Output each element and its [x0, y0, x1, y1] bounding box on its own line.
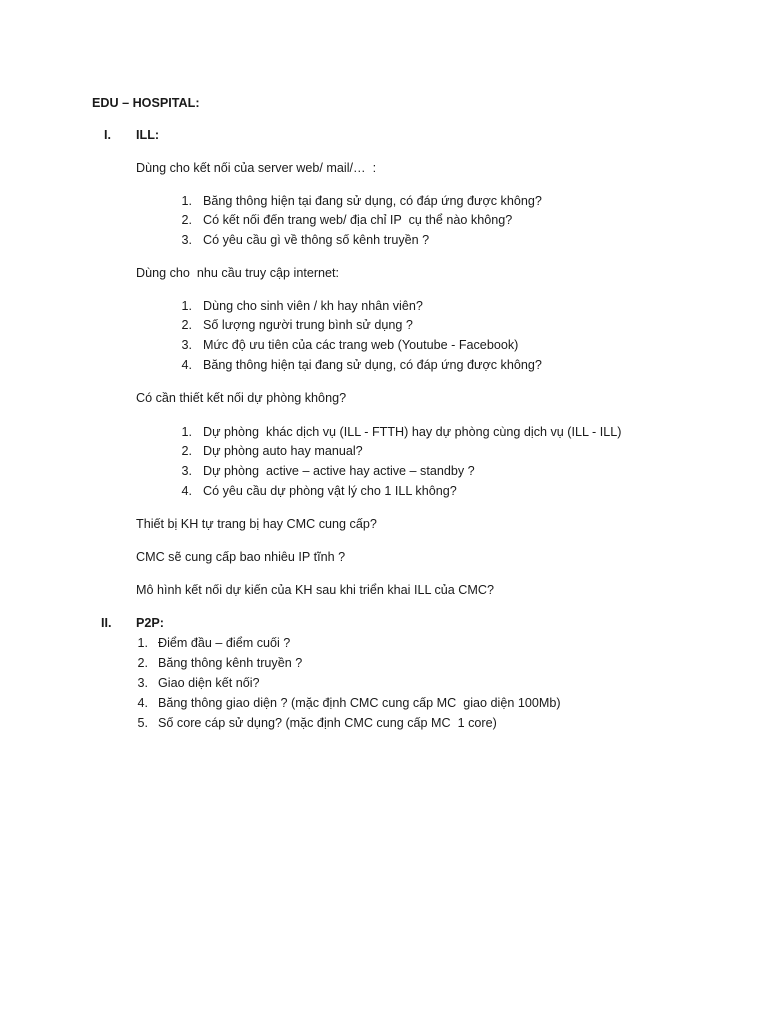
question-device: Thiết bị KH tự trang bị hay CMC cung cấp? — [136, 517, 377, 531]
list-number: 4. — [137, 696, 148, 710]
list-number: 2. — [181, 213, 192, 227]
list-item: Số core cáp sử dụng? (mặc định CMC cung cấp MC 1 core) — [158, 716, 497, 730]
document-title: EDU – HOSPITAL: — [92, 96, 200, 110]
list-item: Dự phòng auto hay manual? — [203, 444, 363, 458]
list-number: 3. — [181, 233, 192, 247]
section-2-heading: P2P: — [136, 616, 164, 630]
section-1-intro-3: Có cần thiết kết nối dự phòng không? — [136, 391, 347, 405]
list-item: Dùng cho sinh viên / kh hay nhân viên? — [203, 299, 423, 313]
section-1-intro-1: Dùng cho kết nối của server web/ mail/… : — [136, 161, 377, 175]
list-number: 2. — [181, 444, 192, 458]
list-item: Băng thông kênh truyền ? — [158, 656, 303, 670]
section-1-heading: ILL: — [136, 128, 160, 142]
list-number: 2. — [137, 656, 148, 670]
list-item: Dự phòng active – active hay active – standby ? — [203, 464, 475, 478]
list-number: 5. — [137, 716, 148, 730]
list-number: 1. — [181, 194, 192, 208]
list-number: 4. — [181, 484, 192, 498]
list-item: Băng thông giao diện ? (mặc định CMC cung cấp MC giao diện 100Mb) — [158, 696, 561, 710]
list-number: 3. — [181, 464, 192, 478]
section-1-intro-2: Dùng cho nhu cầu truy cập internet: — [136, 266, 340, 280]
list-item: Số lượng người trung bình sử dụng ? — [203, 318, 413, 332]
list-number: 3. — [181, 338, 192, 352]
list-item: Điểm đầu – điểm cuối ? — [158, 636, 291, 650]
list-item: Có yêu cầu dự phòng vật lý cho 1 ILL không? — [203, 484, 457, 498]
question-connection-model: Mô hình kết nối dự kiến của KH sau khi triển khai ILL của CMC? — [136, 583, 494, 597]
list-item: Có yêu cầu gì về thông số kênh truyền ? — [203, 233, 430, 247]
list-number: 3. — [137, 676, 148, 690]
section-2-numeral: II. — [101, 616, 112, 630]
list-number: 1. — [181, 425, 192, 439]
list-item: Mức độ ưu tiên của các trang web (Youtube - Facebook) — [203, 338, 519, 352]
list-number: 2. — [181, 318, 192, 332]
list-number: 1. — [137, 636, 148, 650]
list-number: 4. — [181, 358, 192, 372]
list-item: Dự phòng khác dịch vụ (ILL - FTTH) hay dự phòng cùng dịch vụ (ILL - ILL) — [203, 425, 622, 439]
list-item: Băng thông hiện tại đang sử dụng, có đáp ứng được không? — [203, 358, 542, 372]
list-item: Giao diện kết nối? — [158, 676, 260, 690]
list-number: 1. — [181, 299, 192, 313]
list-item: Có kết nối đến trang web/ địa chỉ IP cụ thể nào không? — [203, 213, 513, 227]
section-1-numeral: I. — [104, 128, 111, 142]
question-static-ip: CMC sẽ cung cấp bao nhiêu IP tĩnh ? — [136, 550, 346, 564]
list-item: Băng thông hiện tại đang sử dụng, có đáp ứng được không? — [203, 194, 542, 208]
